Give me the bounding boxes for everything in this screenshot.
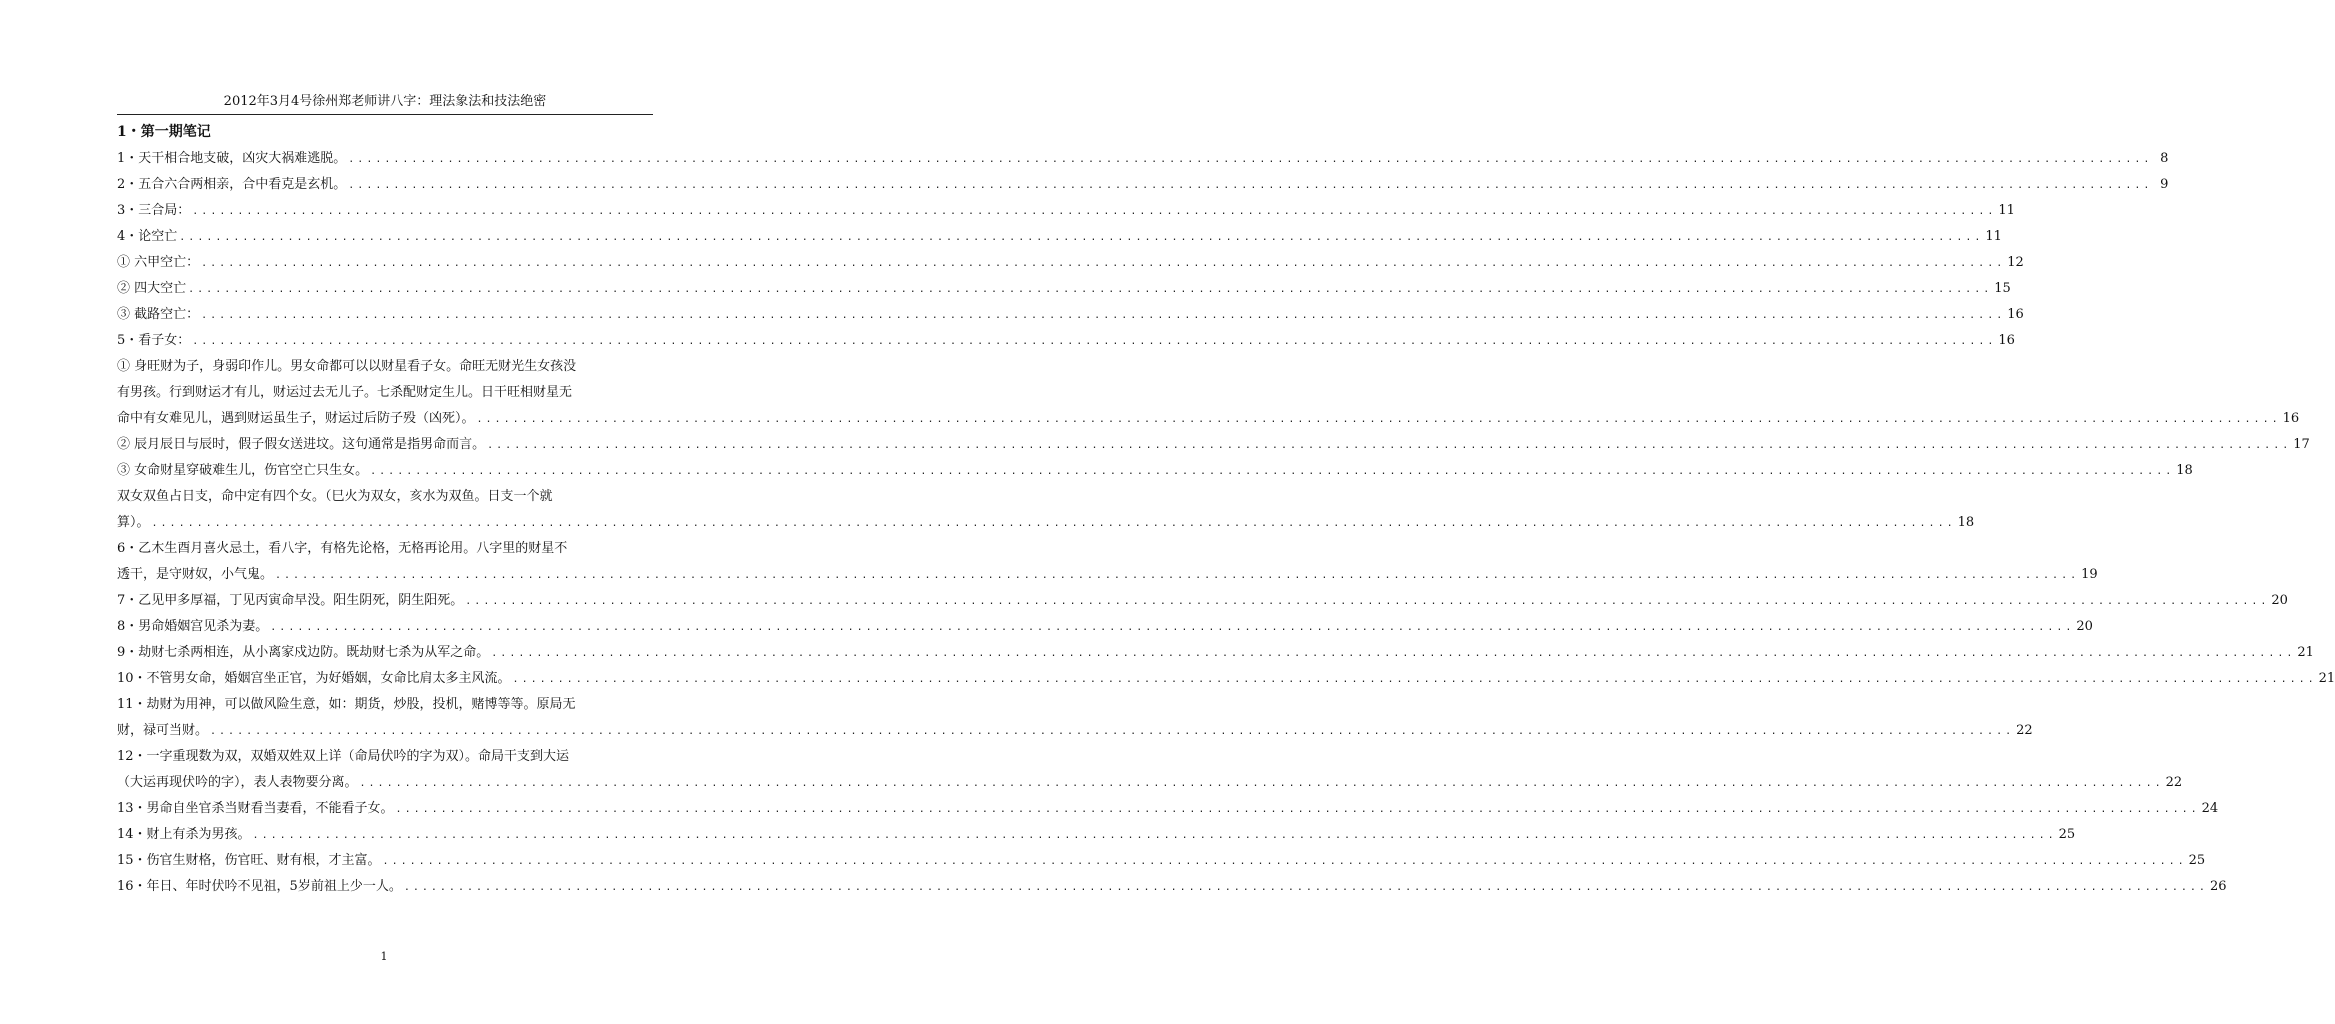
toc-entry-title: 8・男命婚姻宫见杀为妻。 (117, 619, 269, 634)
toc-entry[interactable] (117, 796, 2219, 822)
dot-leader: ........................................................................................................................................................................................................ (348, 180, 2153, 191)
toc-entry[interactable] (117, 354, 2300, 432)
toc-entry-row (117, 822, 2076, 848)
dot-leader: ........................................................................................................................................................................................................ (359, 778, 2164, 789)
toc-entry-text-line: 6・乙木生酉月喜火忌土，看八字，有格先论格，无格再论用。八字里的财星不 (117, 541, 568, 556)
toc-entry-title: （大运再现伏吟的字），表人表物要分离。 (117, 775, 358, 790)
toc-entry[interactable] (117, 874, 2227, 900)
page-number: 1 (380, 950, 388, 963)
toc-entry-text-line: 12・一字重现数为双，双婚双姓双上详（命局伏吟的字为双）。命局干支到大运 (117, 749, 570, 764)
toc-entry[interactable] (117, 432, 2310, 458)
toc-entry[interactable] (117, 276, 2011, 302)
toc-entry-row (117, 172, 2169, 198)
toc-entry-title: ① 六甲空亡： (117, 255, 200, 270)
toc-entry[interactable] (117, 640, 2314, 666)
dot-leader: ........................................................................................................................................................................................................ (370, 466, 2175, 477)
toc-entry-title: 透干，是守财奴，小气鬼。 (117, 567, 274, 582)
toc-entry-row (117, 406, 2300, 432)
toc-entry-page-number: 25 (2058, 827, 2076, 842)
toc-entry-title: 4・论空亡 (117, 229, 178, 244)
dot-leader: ........................................................................................................................................................................................................ (512, 674, 2317, 685)
dot-leader: ........................................................................................................................................................................................................ (348, 154, 2153, 165)
dot-leader: ........................................................................................................................................................................................................ (476, 414, 2281, 425)
toc-entry-page-number: 16 (1998, 333, 2015, 348)
toc-entry-page-number: 24 (2201, 801, 2219, 816)
header-divider (117, 114, 653, 115)
toc-entry-title: 10・不管男女命，婚姻宫坐正官，为好婚姻，女命比肩太多主风流。 (117, 671, 511, 686)
toc-entry-row (117, 640, 2314, 666)
toc-entry-title: 财，禄可当财。 (117, 723, 209, 738)
toc-entry-page-number: 19 (2081, 567, 2098, 582)
toc-entry-page-number: 12 (2007, 255, 2024, 270)
toc-entry-title: 9・劫财七杀两相连，从小离家戍边防。既劫财七杀为从军之命。 (117, 645, 490, 660)
toc-entry-page-number: 25 (2188, 853, 2206, 868)
toc-entry-title: 14・财上有杀为男孩。 (117, 827, 251, 842)
toc-entry-title: 2・五合六合两相亲，合中看克是玄机。 (117, 177, 347, 192)
toc-entry-row (117, 458, 2193, 484)
toc-entry[interactable] (117, 536, 2098, 588)
toc-entry[interactable] (117, 666, 2335, 692)
toc-entry[interactable] (117, 848, 2206, 874)
toc-entry[interactable] (117, 146, 2169, 172)
toc-entry-row (117, 796, 2219, 822)
toc-entry-page-number: 16 (2007, 307, 2024, 322)
toc-entry[interactable] (117, 224, 2002, 250)
toc-entry-title: ③ 女命财星穿破难生儿，伤官空亡只生女。 (117, 463, 369, 478)
toc-entry-page-number: 16 (2282, 411, 2300, 426)
toc-entry-title: 5・看子女： (117, 333, 191, 348)
dot-leader: ........................................................................................................................................................................................................ (192, 206, 1997, 217)
toc-entry[interactable] (117, 588, 2288, 614)
toc-entry[interactable] (117, 302, 2024, 328)
toc-entry-row (117, 588, 2288, 614)
toc-entry-row (117, 614, 2093, 640)
toc-entry-text-line: 双女双鱼占日支，命中定有四个女。（巳火为双女，亥水为双鱼。日支一个就 (117, 489, 553, 504)
dot-leader: ........................................................................................................................................................................................................ (252, 830, 2057, 841)
toc-entry-row (117, 718, 2033, 744)
toc-entry[interactable] (117, 484, 1975, 536)
toc-entry-row (117, 250, 2024, 276)
toc-entry-page-number: 26 (2209, 879, 2227, 894)
toc-entry-title: 命中有女难见儿，遇到财运虽生子，财运过后防子殁（凶死）。 (117, 411, 475, 426)
toc-entry-row (117, 328, 2015, 354)
dot-leader: ........................................................................................................................................................................................................ (270, 622, 2075, 633)
toc-entry-text-line: ① 身旺财为子，身弱印作儿。男女命都可以以财星看子女。命旺无财光生女孩没 (117, 359, 577, 374)
toc-entry-page-number: 17 (2293, 437, 2310, 452)
toc-entry[interactable] (117, 172, 2169, 198)
toc-entry[interactable] (117, 614, 2093, 640)
toc-entry[interactable] (117, 692, 2033, 744)
toc-entry-page-number: 18 (1957, 515, 1975, 530)
toc-entry-title: ② 四大空亡 (117, 281, 187, 296)
toc-entry-row (117, 510, 1975, 536)
toc-entry-page-number: 22 (2016, 723, 2033, 738)
toc-entry-page-number: 9 (2160, 177, 2169, 192)
toc-entry-row (117, 432, 2310, 458)
toc-entry-title: 13・男命自坐官杀当财看当妻看，不能看子女。 (117, 801, 394, 816)
toc-entry-title: ② 辰月辰日与辰时，假子假女送进坟。这句通常是指男命而言。 (117, 437, 486, 452)
toc-entry-row (117, 224, 2002, 250)
toc-entry-title: ③ 截路空亡： (117, 307, 200, 322)
dot-leader: ........................................................................................................................................................................................................ (188, 284, 1993, 295)
toc-entry-page-number: 21 (2297, 645, 2314, 660)
toc-entry-title: 15・伤官生财格，伤官旺、财有根，才主富。 (117, 853, 381, 868)
toc-entry-row (117, 302, 2024, 328)
toc-entry-row (117, 198, 2015, 224)
toc-entry-row (117, 562, 2098, 588)
toc-entry-title: 7・乙见甲多厚福，丁见丙寅命早没。阳生阴死，阴生阳死。 (117, 593, 464, 608)
toc-entry-row (117, 276, 2011, 302)
dot-leader: ........................................................................................................................................................................................................ (395, 804, 2200, 815)
toc-entry-page-number: 8 (2160, 151, 2169, 166)
page-header: 2012年3月4号徐州郑老师讲八字：理法象法和技法绝密 (223, 94, 547, 109)
toc-entry-text-line: 有男孩。行到财运才有儿，财运过去无儿子。七杀配财定生儿。日干旺相财星无 (117, 385, 573, 400)
dot-leader: ........................................................................................................................................................................................................ (192, 336, 1997, 347)
toc-entry[interactable] (117, 250, 2024, 276)
toc-entry-page-number: 20 (2271, 593, 2288, 608)
dot-leader: ........................................................................................................................................................................................................ (201, 310, 2006, 321)
toc-entry-title: 3・三合局： (117, 203, 191, 218)
toc-entry-title: 算）。 (117, 515, 150, 530)
section-title: 1・第一期笔记 (117, 124, 211, 140)
dot-leader: ........................................................................................................................................................................................................ (179, 232, 1984, 243)
toc-entry[interactable] (117, 458, 2193, 484)
toc-entry-page-number: 18 (2176, 463, 2193, 478)
toc-entry[interactable] (117, 328, 2015, 354)
toc-entry[interactable] (117, 198, 2015, 224)
dot-leader: ........................................................................................................................................................................................................ (403, 882, 2208, 893)
toc-entry-page-number: 21 (2318, 671, 2335, 686)
toc-entry[interactable] (117, 744, 2183, 796)
toc-entry-row (117, 770, 2183, 796)
dot-leader: ........................................................................................................................................................................................................ (210, 726, 2015, 737)
toc-entry-page-number: 11 (1985, 229, 2002, 244)
dot-leader: ........................................................................................................................................................................................................ (487, 440, 2292, 451)
dot-leader: ........................................................................................................................................................................................................ (382, 856, 2187, 867)
toc-entry-title: 1・天干相合地支破，凶灾大祸难逃脱。 (117, 151, 347, 166)
toc-entry-row (117, 848, 2206, 874)
toc-entry-row (117, 146, 2169, 172)
dot-leader: ........................................................................................................................................................................................................ (275, 570, 2080, 581)
toc-entry-page-number: 11 (1998, 203, 2015, 218)
dot-leader: ........................................................................................................................................................................................................ (151, 518, 1956, 529)
table-of-contents (117, 146, 2335, 900)
toc-entry-row (117, 874, 2227, 900)
toc-entry-text-line: 11・劫财为用神，可以做风险生意，如：期货，炒股，投机，赌博等等。原局无 (117, 697, 576, 712)
toc-entry-row (117, 666, 2335, 692)
toc-entry-title: 16・年日、年时伏吟不见祖，5岁前祖上少一人。 (117, 879, 402, 894)
toc-entry-page-number: 22 (2165, 775, 2183, 790)
dot-leader: ........................................................................................................................................................................................................ (465, 596, 2270, 607)
toc-entry[interactable] (117, 822, 2076, 848)
dot-leader: ........................................................................................................................................................................................................ (201, 258, 2006, 269)
toc-entry-page-number: 15 (1994, 281, 2011, 296)
toc-entry-page-number: 20 (2076, 619, 2093, 634)
dot-leader: ........................................................................................................................................................................................................ (491, 648, 2296, 659)
